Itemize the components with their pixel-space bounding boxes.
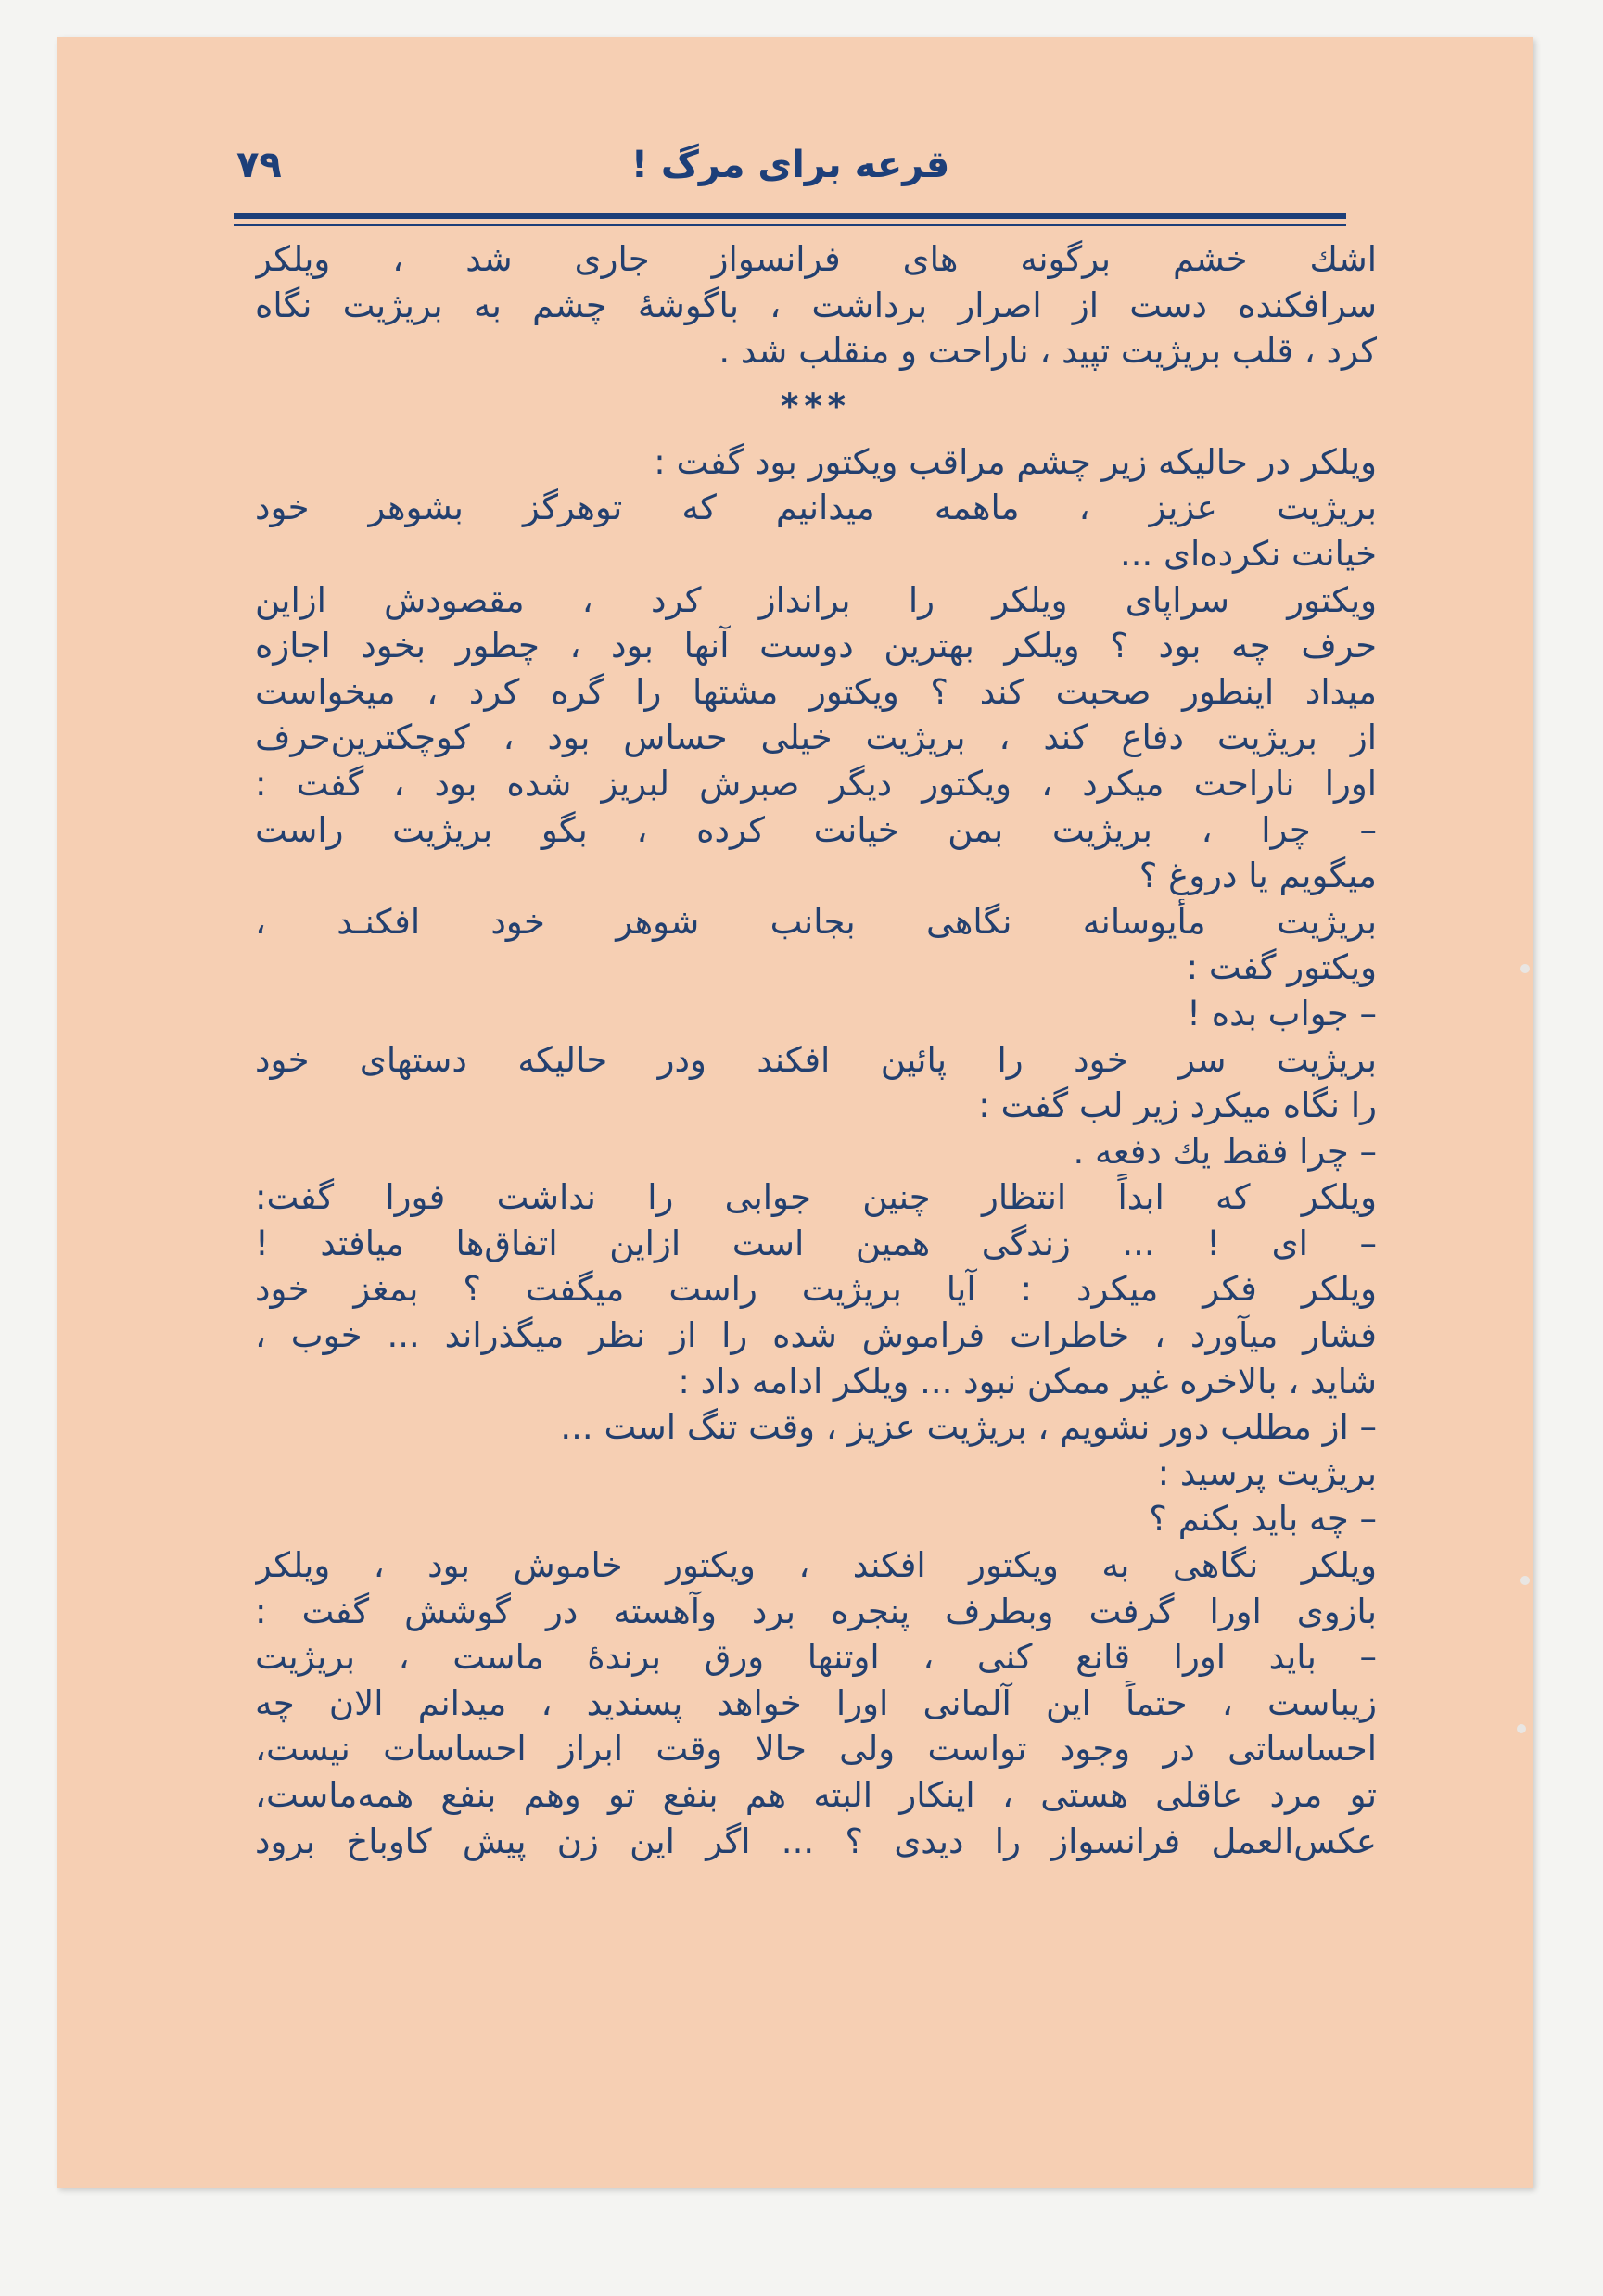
body-line: احساساتی در وجود تواست ولی حالا وقت ابراز احساسات نیست، bbox=[255, 1729, 1377, 1770]
header-rule-thick bbox=[234, 213, 1346, 219]
body-line: میداد اینطور صحبت کند ؟ ویکتور مشتها را گره کرد ، میخواست bbox=[255, 671, 1377, 712]
body-line: سرافکنده دست از اصرار برداشت ، باگوشهٔ چشم به بریژیت نگاه bbox=[255, 285, 1377, 325]
header-rule-thin bbox=[234, 224, 1346, 226]
section-separator: *** bbox=[780, 386, 852, 426]
body-line: – از مطلب دور نشویم ، بریژیت عزیز ، وقت تنگ است ... bbox=[560, 1407, 1377, 1448]
body-line: تو مرد عاقلی هستی ، اینکار البته هم بنفع تو وهم بنفع همه‌ماست، bbox=[255, 1775, 1377, 1815]
body-line: – جواب بده ! bbox=[1187, 993, 1377, 1034]
body-line: میگویم یا دروغ ؟ bbox=[1139, 856, 1377, 896]
body-line: بریژیت سر خود را پائین افکند ودر حالیکه دستهای خود bbox=[255, 1039, 1377, 1080]
body-line: عکس‌العمل فرانسواز را دیدی ؟ ... اگر این زن پیش کاوباخ برود bbox=[255, 1820, 1377, 1861]
body-line: اورا ناراحت میکرد ، ویکتور دیگر صبرش لبریز شده بود ، گفت : bbox=[255, 763, 1377, 804]
body-text bbox=[255, 236, 1377, 1864]
body-line: کرد ، قلب بریژیت تپید ، ناراحت و منقلب شد . bbox=[719, 331, 1377, 372]
body-line: خیانت نکرده‌ای ... bbox=[1120, 533, 1377, 574]
body-line: – چرا فقط یك دفعه . bbox=[1073, 1131, 1377, 1172]
body-line: ویلکر در حالیکه زیر چشم مراقب ویکتور بود گفت : bbox=[654, 441, 1377, 482]
body-line: – باید اورا قانع کنی ، اوتنها ورق برندهٔ ماست ، بریژیت bbox=[255, 1637, 1377, 1678]
body-line: ویکتور سراپای ویلکر را برانداز کرد ، مقصودش ازاین bbox=[255, 579, 1377, 620]
body-line: ویلکر فکر میکرد : آیا بریژیت راست میگفت ؟ بمغز خود bbox=[255, 1269, 1377, 1310]
body-line: ویلکر که ابداً انتظار چنین جوابی را نداشت فورا گفت: bbox=[255, 1177, 1377, 1218]
body-line: ویلکر نگاهی به ویکتور افکند ، ویکتور خاموش بود ، ویلکر bbox=[255, 1545, 1377, 1586]
page-header bbox=[236, 144, 1344, 209]
page-edge-notch bbox=[1520, 1576, 1530, 1585]
page-edge-notch bbox=[1520, 964, 1530, 973]
body-line: را نگاه میکرد زیر لب گفت : bbox=[978, 1085, 1377, 1126]
page-number: ۷۹ bbox=[236, 144, 282, 186]
body-line: اشك خشم برگونه های فرانسواز جاری شد ، ویلکر bbox=[255, 239, 1377, 279]
page-edge-notch bbox=[1517, 1724, 1526, 1733]
body-line: بازوی اورا گرفت وبطرف پنجره برد وآهسته در گوشش گفت : bbox=[255, 1591, 1377, 1631]
body-line: حرف چه بود ؟ ویلکر بهترین دوست آنها بود ، چطور بخود اجازه bbox=[255, 626, 1377, 666]
body-line: زیباست ، حتماً این آلمانی اورا خواهد پسندید ، میدانم الان چه bbox=[255, 1682, 1377, 1723]
body-line: بریژیت پرسید : bbox=[1157, 1452, 1377, 1493]
body-line: فشار میآورد ، خاطرات فراموش شده را از نظر میگذراند ... خوب ، bbox=[255, 1315, 1377, 1356]
body-line: – ای ! ... زندگی همین است ازاین اتفاق‌ها میافتد ! bbox=[255, 1223, 1377, 1263]
running-title: قرعه برای مرگ ! bbox=[630, 144, 950, 186]
body-line: – چه باید بکنم ؟ bbox=[1149, 1499, 1377, 1540]
body-line: شاید ، بالاخره غیر ممکن نبود ... ویلکر ادامه داد : bbox=[678, 1361, 1377, 1402]
body-line: بریژیت مأیوسانه نگاهی بجانب شوهر خود افکنـد ، bbox=[255, 901, 1377, 942]
body-line: ویکتور گفت : bbox=[1186, 947, 1377, 988]
body-line: از بریژیت دفاع کند ، بریژیت خیلی حساس بود ، کوچکترین‌حرف bbox=[255, 717, 1377, 758]
body-line: بریژیت عزیز ، ماهمه میدانیم که توهرگز بشوهر خود bbox=[255, 488, 1377, 528]
body-line: – چرا ، بریژیت بمن خیانت کرده ، بگو بریژیت راست bbox=[255, 809, 1377, 850]
